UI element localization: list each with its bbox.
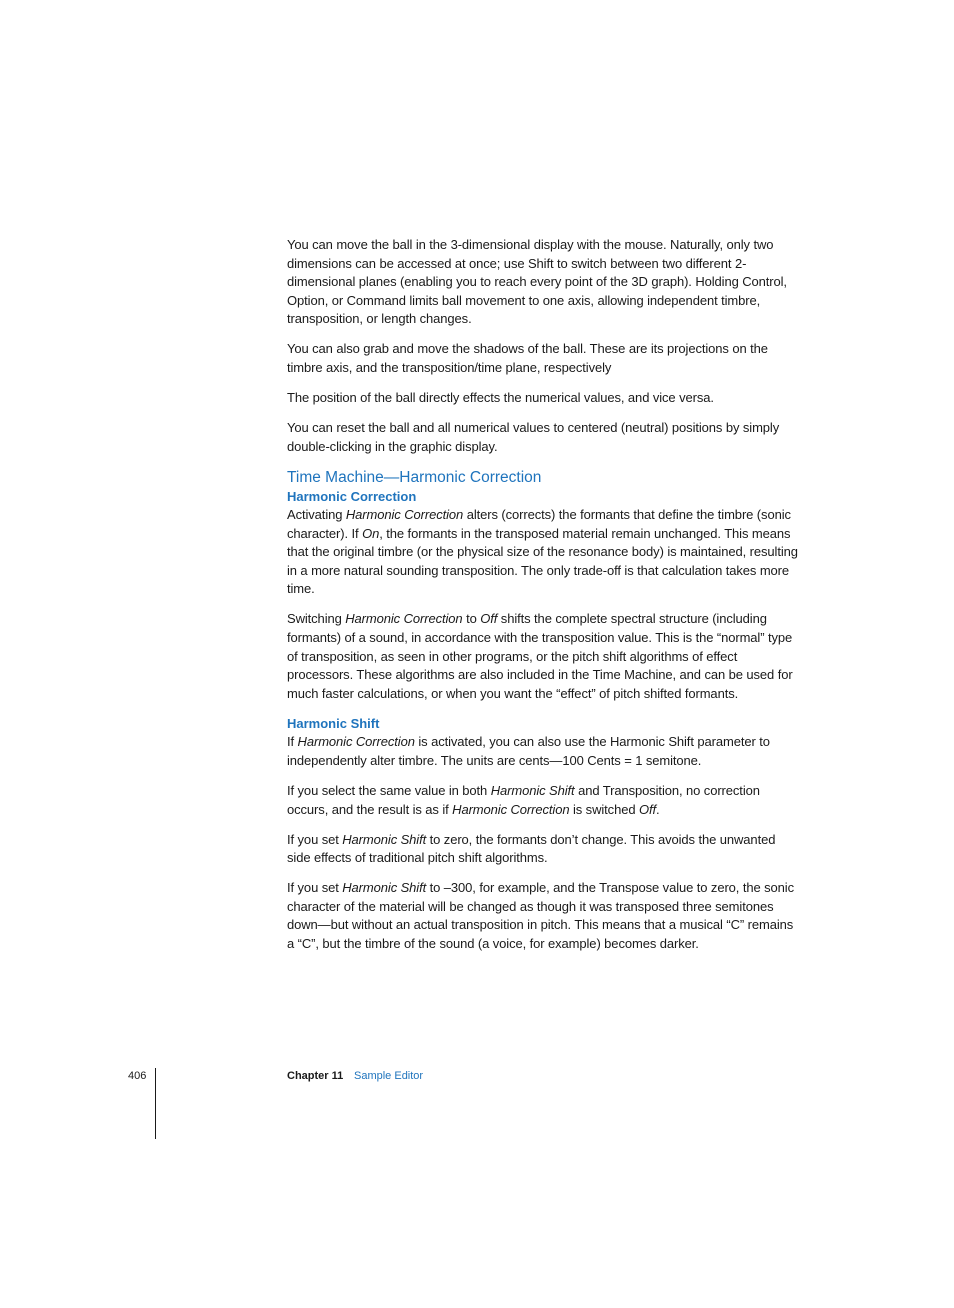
harmonic-shift-paragraph-1: If Harmonic Correction is activated, you can also use the Harmonic Shift parameter to independently alter timbre. The units are cents—100 Cents = 1 semitone. [287,734,770,768]
harmonic-shift-paragraph-4: If you set Harmonic Shift to –300, for example, and the Transpose value to zero, the sonic character of the material will be changed as though it was transposed three semitones down—but without an actual transposition in pitch. This means that a musical “C” remains a “C”, but the timbre of the sound (a voice, for example) becomes darker. [287,880,794,951]
harmonic-shift-heading: Harmonic Shift [287,715,380,731]
harmonic-correction-paragraph-2: Switching Harmonic Correction to Off shifts the complete spectral structure (including formants) of a sound, in accordance with the transposition value. This is the “normal” type of transposition, as seen in other programs, or the pitch shift algorithms of effect processors. These algorithms are also included in the Time Machine, and can be used for much faster calculations, or when you want the “effect” of pitch shifted formants. [287,611,793,701]
intro-paragraph-3: The position of the ball directly effects the numerical values, and vice versa. [287,389,714,405]
footer-divider [155,1068,156,1139]
footer-chapter-title: Sample Editor [354,1070,424,1082]
page-content [287,236,799,954]
harmonic-correction-paragraph-1: Activating Harmonic Correction alters (corrects) the formants that define the timbre (sonic character). If On, the formants in the transposed material remain unchanged. This means that the original timbre (or the physical size of the resonance body) is maintained, resulting in a more natural sounding transposition. The only trade-off is that calculation takes more time. [287,507,798,597]
footer-chapter-label: Chapter 11 [287,1070,344,1082]
harmonic-shift-paragraph-3: If you set Harmonic Shift to zero, the formants don’t change. This avoids the unwanted side effects of traditional pitch shift algorithms. [287,831,776,866]
intro-paragraph-4: You can reset the ball and all numerical values to centered (neutral) positions by simply double-clicking in the graphic display. [287,419,780,454]
intro-paragraph-1: You can move the ball in the 3-dimensional display with the mouse. Naturally, only two dimensions can be accessed at once; use Shift to switch between two different 2-dimensional planes (enabling you to reach every point of the 3D graph). Holding Control, Option, or Command limits ball movement to one axis, allowing independent timbre, transposition, or length changes. [287,237,787,327]
harmonic-correction-heading: Harmonic Correction [287,488,417,504]
section-title: Time Machine—Harmonic Correction [287,468,542,486]
intro-paragraph-2: You can also grab and move the shadows of the ball. These are its projections on the timbre axis, and the transposition/time plane, respectively [287,341,768,375]
harmonic-shift-paragraph-2: If you select the same value in both Harmonic Shift and Transposition, no correction occurs, and the result is as if Harmonic Correction is switched Off. [287,782,760,817]
page-number: 406 [128,1070,147,1082]
